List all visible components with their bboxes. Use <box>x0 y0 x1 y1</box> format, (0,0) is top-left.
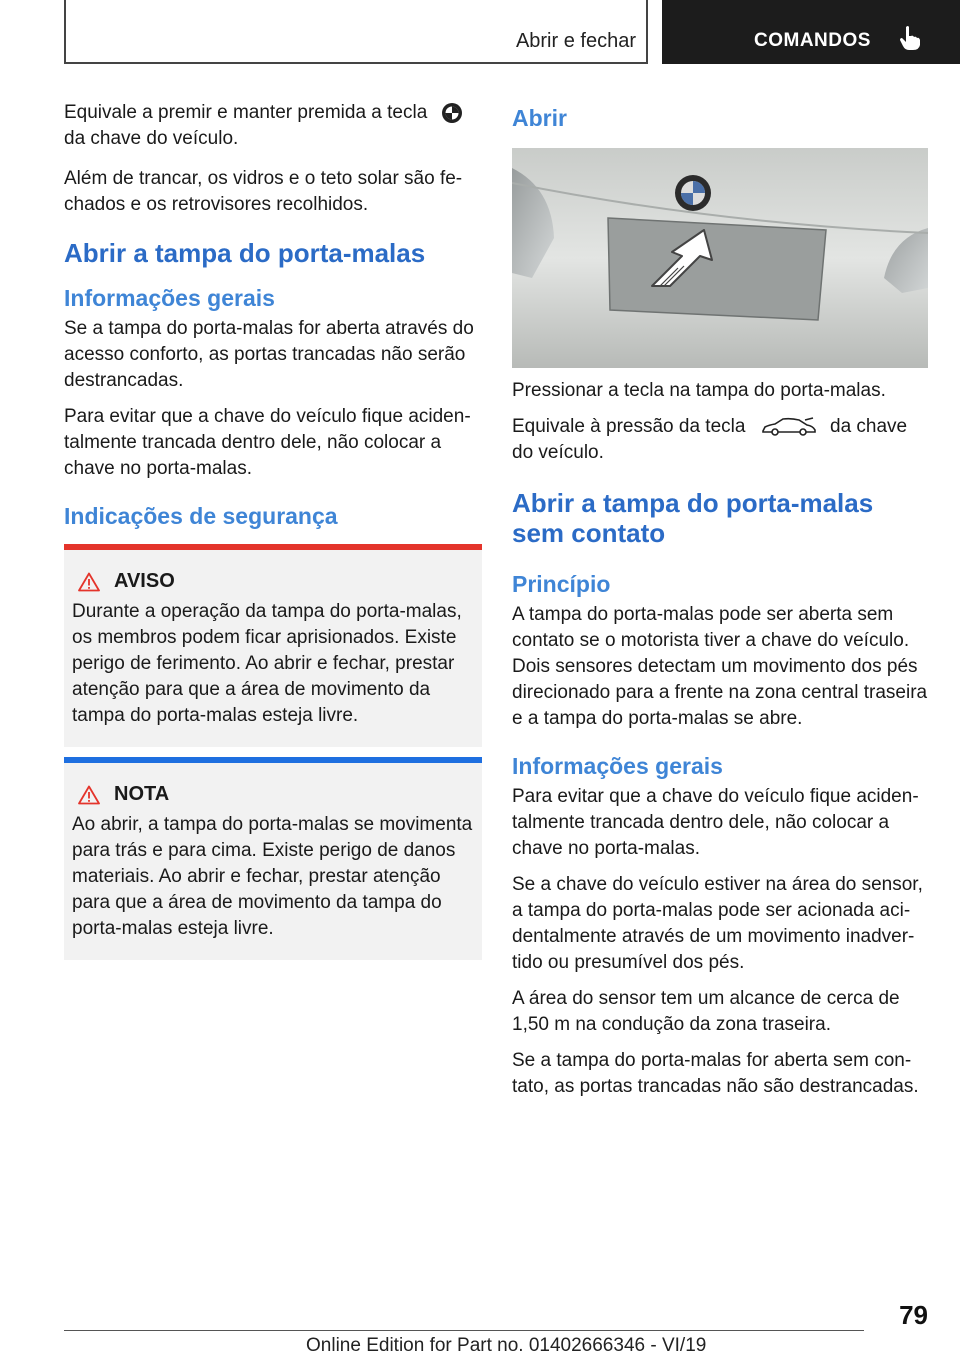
note-box <box>64 757 482 960</box>
edition-note: Online Edition for Part no. 01402666346 - VI/19 <box>306 1335 707 1356</box>
car-tailgate-icon <box>761 417 817 437</box>
text: Equivale à pressão da tecla <box>512 416 746 437</box>
paragraph: Para evitar que a chave do veículo fique aciden-talmente trancada dentro dele, não colocar a chave no porta-malas. <box>64 406 471 479</box>
paragraph: Se a tampa do porta-malas for aberta através do acesso conforto, as portas trancadas não serão destrancadas. <box>64 318 474 391</box>
subheading: Informações gerais <box>64 285 275 311</box>
section-heading: Abrir a tampa do porta-malas sem contato <box>512 488 874 548</box>
paragraph: Além de trancar, os vidros e o teto solar são fe-chados e os retrovisores recolhidos. <box>64 168 463 215</box>
left-column <box>64 100 482 960</box>
page-number: 79 <box>899 1300 928 1330</box>
text: Equivale a premir e manter premida a tecla <box>64 102 428 123</box>
paragraph: A área do sensor tem um alcance de cerca de 1,50 m na condução da zona traseira. <box>512 988 900 1035</box>
bmw-logo-icon <box>441 102 463 124</box>
text: da chave do veículo. <box>64 128 239 149</box>
footer-divider <box>64 1330 864 1331</box>
warning-box <box>64 544 482 747</box>
subheading: Indicações de segurança <box>64 503 338 529</box>
paragraph: Pressionar a tecla na tampa do porta-malas. <box>512 380 886 401</box>
paragraph: Se a tampa do porta-malas for aberta sem con-tato, as portas trancadas não são destrancadas. <box>512 1050 919 1097</box>
note-text: Ao abrir, a tampa do porta-malas se movimenta para trás e para cima. Existe perigo de danos materiais. Ao abrir e fechar, prestar atenção para que a área de movimento da tampa do porta-malas esteja livre. <box>72 814 473 939</box>
warning-title: AVISO <box>114 570 175 592</box>
paragraph <box>64 100 482 152</box>
paragraph <box>512 414 928 466</box>
right-column <box>512 100 928 1110</box>
note-title: NOTA <box>114 783 170 805</box>
paragraph: A tampa do porta-malas pode ser aberta sem contato se o motorista tiver a chave do veículo. Dois sensores detectam um movimento dos pés direcionado para a frente na zona central traseira e a tampa do porta-malas se abre. <box>512 604 928 729</box>
text: da chave do veículo. <box>512 416 908 463</box>
chapter-tab <box>662 0 960 64</box>
chapter-title: COMANDOS <box>754 30 871 51</box>
subheading: Abrir <box>512 105 567 131</box>
warning-text: Durante a operação da tampa do porta-malas, os membros podem ficar aprisionados. Existe perigo de ferimento. Ao abrir e fechar, prestar atenção para que a área de movimento da tampa do porta-malas esteja livre. <box>72 601 462 726</box>
subheading: Informações gerais <box>512 753 723 779</box>
paragraph: Se a chave do veículo estiver na área do sensor, a tampa do porta-malas pode ser acionada aci-dentalmente através de um movimento inadver-tido ou presumível dos pés. <box>512 874 923 973</box>
pointing-hand-icon <box>898 25 922 51</box>
paragraph: Para evitar que a chave do veículo fique aciden-talmente trancada dentro dele, não colocar a chave no porta-malas. <box>512 786 919 859</box>
trunk-lid-photo <box>512 148 928 368</box>
section-heading: Abrir a tampa do porta-malas <box>64 238 426 268</box>
subheading: Princípio <box>512 571 611 597</box>
section-title: Abrir e fechar <box>515 30 636 52</box>
warning-triangle-icon <box>78 785 100 805</box>
warning-triangle-icon <box>78 572 100 592</box>
